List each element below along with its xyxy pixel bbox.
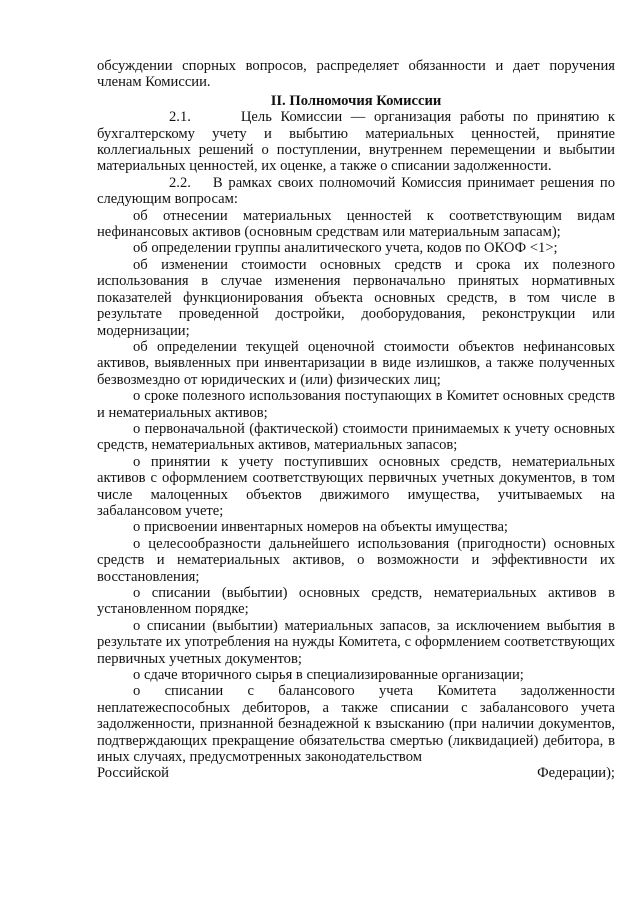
list-item: о принятии к учету поступивших основных средств, нематериальных активов с оформлением соответствующих первичных учетных документов, в том числе малоценных объектов движимого имущества, учитываемых на забалансовом учете; [97, 453, 615, 519]
clause-2-1 [97, 109, 615, 175]
list-item: об определении группы аналитического учета, кодов по ОКОФ <1>; [133, 240, 558, 257]
clause-text: Цель Комиссии — организация работы по принятию к бухгалтерскому учету и выбытию материальных ценностей, принятие коллегиальных решений о поступлении, внутреннем перемещении и выбытии материальных ценностей, их оценке, а также о списании задолженности. [97, 109, 615, 175]
clause-number: 2.1. [169, 109, 191, 126]
document-body [97, 58, 615, 782]
clause-2-2 [97, 175, 615, 208]
list-item: об отнесении материальных ценностей к соответствующим видам нефинансовых активов (основным средствам или материальным запасам); [97, 207, 615, 241]
list-item: об определении текущей оценочной стоимости объектов нефинансовых активов, выявленных при инвентаризации в виде излишков, а также полученных безвозмездно от юридических и (или) физических лиц; [97, 338, 615, 388]
list-item: о целесообразности дальнейшего использования (пригодности) основных средств и нематериальных активов, о возможности и эффективности их восстановления; [97, 535, 615, 585]
list-item: о первоначальной (фактической) стоимости принимаемых к учету основных средств, нематериальных активов, материальных запасов; [97, 420, 615, 454]
list-item: о присвоении инвентарных номеров на объекты имущества; [133, 519, 508, 536]
last-line-left: Российской [97, 765, 169, 782]
list-item: об изменении стоимости основных средств и срока их полезного использования в случае изменения первоначально принятых нормативных показателей функционирования объекта основных средств, в том числе в результате проведенной достройки, дооборудования, реконструкции или модернизации; [97, 256, 615, 339]
clause-number: 2.2. [169, 174, 191, 191]
list-item: о списании (выбытии) основных средств, нематериальных активов в установленном порядке; [97, 585, 615, 618]
list-item: о сдаче вторичного сырья в специализированные организации; [133, 667, 524, 684]
list-item: о списании (выбытии) материальных запасов, за исключением выбытия в результате их употребления на нужды Комитета, с оформлением соответствующих первичных учетных документов; [97, 617, 615, 667]
list-item: о списании с балансового учета Комитета задолженности неплатежеспособных дебиторов, а также списании с забалансового учета задолженности, признанной безнадежной к взысканию (при наличии документов, подтверждающих прекращение обязательства смертью (ликвидацией) дебитора, в иных случаях, предусмотренных законодательством [97, 683, 615, 766]
clause-text: В рамках своих полномочий Комиссия принимает решения по следующим вопросам: [97, 174, 615, 208]
list-item: о сроке полезного использования поступающих в Комитет основных средств и нематериальных активов; [97, 388, 615, 421]
last-line-right: Федерации); [537, 765, 615, 782]
intro-paragraph: обсуждении спорных вопросов, распределяет обязанности и дает поручения членам Комиссии. [97, 58, 615, 91]
last-line [97, 765, 615, 781]
section-heading: II. Полномочия Комиссии [270, 92, 442, 109]
